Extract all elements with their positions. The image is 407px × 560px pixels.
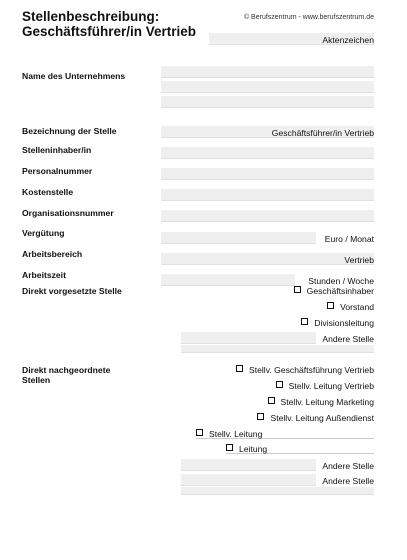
checkbox[interactable] bbox=[196, 429, 203, 436]
subordinate-option-deputy-md[interactable] bbox=[236, 365, 374, 375]
hours-field[interactable] bbox=[161, 274, 295, 286]
hours-label: Arbeitszeit bbox=[22, 270, 66, 280]
subordinate-label-line-1: Direkt nachgeordnete bbox=[22, 365, 111, 375]
checkbox[interactable] bbox=[276, 381, 283, 388]
holder-label: Stelleninhaber/in bbox=[22, 145, 92, 155]
company-label: Name des Unternehmens bbox=[22, 71, 126, 81]
option-label: Leitung bbox=[239, 444, 268, 454]
company-field-line-1[interactable] bbox=[161, 66, 374, 78]
position-value: Geschäftsführer/in Vertrieb bbox=[271, 128, 374, 138]
company-field-line-2[interactable] bbox=[161, 81, 374, 93]
org-number-label: Organisationsnummer bbox=[22, 208, 114, 218]
option-label: Stellv. Leitung Marketing bbox=[280, 397, 374, 407]
subordinate-other-label-2: Andere Stelle bbox=[322, 476, 374, 486]
superior-label: Direkt vorgesetzte Stelle bbox=[22, 286, 122, 296]
superior-option-owner[interactable] bbox=[294, 286, 374, 296]
subordinate-option-deputy-lead[interactable] bbox=[196, 429, 262, 439]
salary-field[interactable] bbox=[161, 232, 316, 244]
checkbox[interactable] bbox=[301, 318, 308, 325]
area-field[interactable] bbox=[161, 253, 374, 265]
subordinate-label-line-2: Stellen bbox=[22, 375, 51, 385]
superior-option-division[interactable] bbox=[301, 318, 374, 328]
subordinate-option-deputy-field[interactable] bbox=[257, 413, 374, 423]
copyright-text: © Berufszentrum - www.berufszentrum.de bbox=[243, 14, 374, 21]
page-title bbox=[22, 9, 196, 39]
superior-other-field[interactable] bbox=[181, 332, 316, 344]
cost-center-label: Kostenstelle bbox=[22, 187, 74, 197]
checkbox[interactable] bbox=[268, 397, 275, 404]
superior-blank-field[interactable] bbox=[181, 345, 374, 353]
hours-value: Stunden / Woche bbox=[308, 276, 374, 286]
superior-other-label: Andere Stelle bbox=[322, 334, 374, 344]
aktenzeichen-label: Aktenzeichen bbox=[322, 35, 374, 45]
subordinate-other-label-1: Andere Stelle bbox=[322, 461, 374, 471]
subordinate-option-deputy-marketing[interactable] bbox=[268, 397, 374, 407]
checkbox[interactable] bbox=[257, 413, 264, 420]
checkbox[interactable] bbox=[226, 444, 233, 451]
staff-number-label: Personalnummer bbox=[22, 166, 93, 176]
position-label: Bezeichnung der Stelle bbox=[22, 126, 117, 136]
option-label: Stellv. Geschäftsführung Vertrieb bbox=[249, 365, 374, 375]
title-line-2: Geschäftsführer/in Vertrieb bbox=[22, 24, 197, 39]
cost-center-field[interactable] bbox=[161, 189, 374, 201]
option-label: Stellv. Leitung Vertrieb bbox=[288, 381, 374, 391]
salary-label: Vergütung bbox=[22, 228, 65, 238]
option-label: Stellv. Leitung bbox=[209, 429, 263, 439]
title-line-1: Stellenbeschreibung: bbox=[22, 9, 160, 24]
holder-field[interactable] bbox=[161, 147, 374, 159]
checkbox[interactable] bbox=[294, 286, 301, 293]
org-number-field[interactable] bbox=[161, 210, 374, 222]
area-label: Arbeitsbereich bbox=[22, 249, 83, 259]
subordinate-option-deputy-sales[interactable] bbox=[276, 381, 374, 391]
staff-number-field[interactable] bbox=[161, 168, 374, 180]
superior-option-board[interactable] bbox=[327, 302, 374, 312]
salary-value: Euro / Monat bbox=[324, 234, 374, 244]
company-field-line-3[interactable] bbox=[161, 96, 374, 108]
subordinate-option-lead[interactable] bbox=[226, 444, 267, 454]
subordinate-blank-field[interactable] bbox=[181, 487, 374, 495]
option-label: Stellv. Leitung Außendienst bbox=[270, 413, 374, 423]
option-label: Geschäftsinhaber bbox=[306, 286, 374, 296]
option-label: Vorstand bbox=[340, 302, 374, 312]
subordinate-label bbox=[22, 365, 110, 385]
option-label: Divisionsleitung bbox=[314, 318, 374, 328]
subordinate-other-field-2[interactable] bbox=[181, 474, 316, 486]
subordinate-other-field-1[interactable] bbox=[181, 459, 316, 471]
checkbox[interactable] bbox=[236, 365, 243, 372]
area-value: Vertrieb bbox=[344, 255, 374, 265]
checkbox[interactable] bbox=[327, 302, 334, 309]
